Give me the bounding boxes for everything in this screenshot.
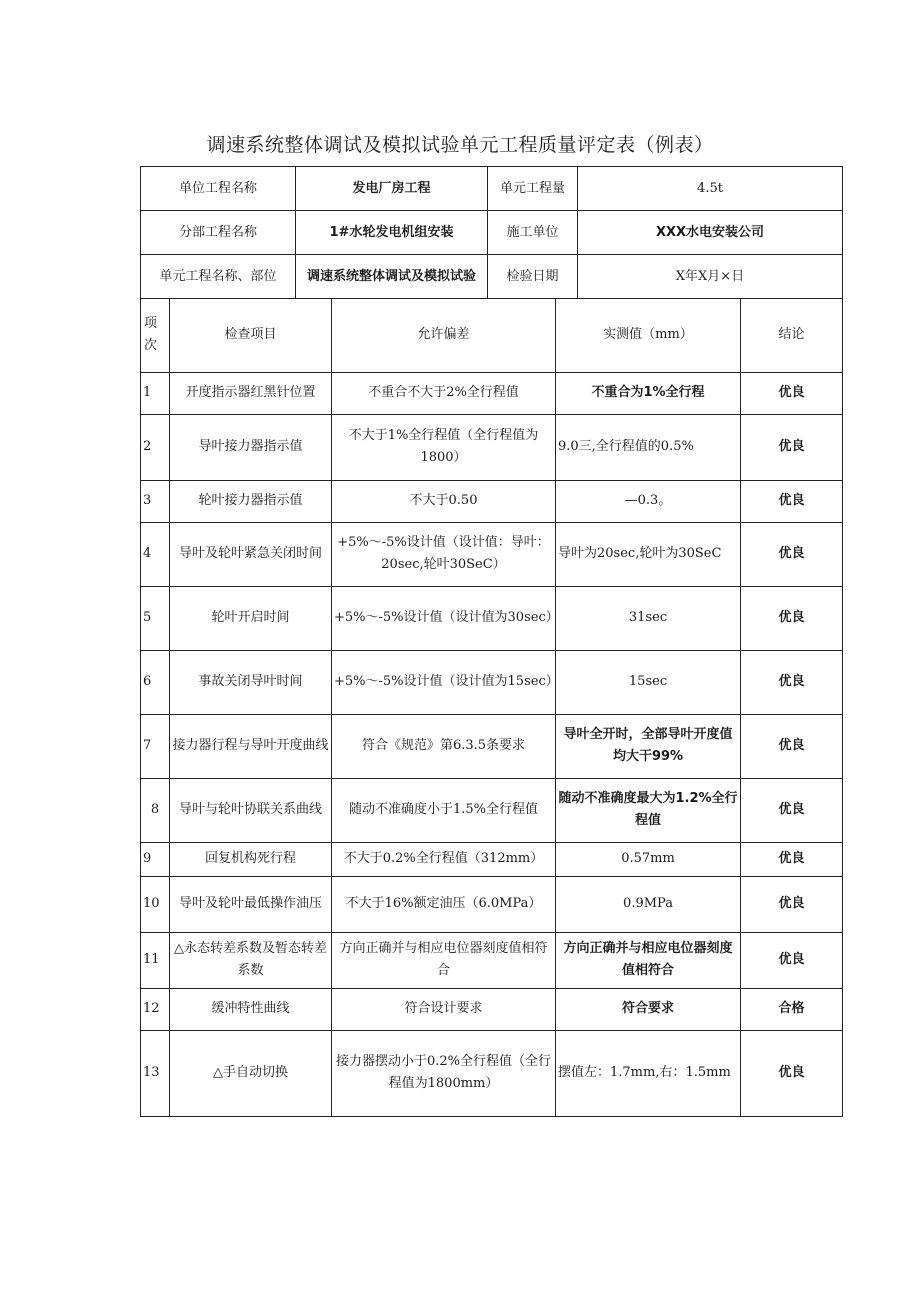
row-result: 优良	[741, 522, 843, 586]
row-allow: 不大于0.2%全行程值（312mm）	[332, 842, 556, 876]
column-header-row	[141, 298, 843, 372]
row-allow: 不大于0.50	[332, 480, 556, 522]
row-measured: 符合要求	[556, 988, 741, 1030]
row-no: 1	[141, 372, 170, 414]
row-result: 优良	[741, 586, 843, 650]
header-row	[141, 255, 843, 299]
table-row	[141, 932, 843, 988]
row-measured: 31sec	[556, 586, 741, 650]
row-result: 合格	[741, 988, 843, 1030]
row-measured: 9.0三,全行程值的0.5%	[556, 414, 741, 480]
row-no: 2	[141, 414, 170, 480]
row-item: 导叶接力器指示值	[170, 414, 332, 480]
row-measured: 导叶全开时，全部导叶开度值均大干99%	[556, 714, 741, 778]
col-header-no: 项次	[141, 298, 170, 372]
header-label: 分部工程名称	[141, 211, 296, 255]
row-item: 接力器行程与导叶开度曲线	[170, 714, 332, 778]
row-allow: 不大于1%全行程值（全行程值为1800）	[332, 414, 556, 480]
row-no: 9	[141, 842, 170, 876]
inspection-table	[140, 298, 843, 1117]
row-measured: 0.9MPa	[556, 876, 741, 932]
row-allow: +5%～-5%设计值（设计值为30sec）	[332, 586, 556, 650]
row-measured: —0.3。	[556, 480, 741, 522]
row-item: 缓冲特性曲线	[170, 988, 332, 1030]
row-item: 回复机构死行程	[170, 842, 332, 876]
header-label: 单元工程量	[488, 167, 578, 211]
table-row	[141, 522, 843, 586]
header-row	[141, 167, 843, 211]
row-allow: +5%～-5%设计值（设计值为15sec）	[332, 650, 556, 714]
row-result: 优良	[741, 842, 843, 876]
header-label: 检验日期	[488, 255, 578, 299]
row-measured: 15sec	[556, 650, 741, 714]
table-row	[141, 778, 843, 842]
row-allow: 接力器摆动小于0.2%全行程值（全行程值为1800mm）	[332, 1030, 556, 1116]
header-value: 4.5t	[578, 167, 843, 211]
row-result: 优良	[741, 876, 843, 932]
row-item: △永态转差系数及暂态转差系数	[170, 932, 332, 988]
header-label: 施工单位	[488, 211, 578, 255]
header-value: 1#水轮发电机组安装	[296, 211, 488, 255]
row-item: 导叶与轮叶协联关系曲线	[170, 778, 332, 842]
row-allow: 不重合不大于2%全行程值	[332, 372, 556, 414]
table-row	[141, 480, 843, 522]
table-row	[141, 876, 843, 932]
row-result: 优良	[741, 932, 843, 988]
header-value: X年X月×日	[578, 255, 843, 299]
row-allow: 符合《规范》第6.3.5条要求	[332, 714, 556, 778]
row-allow: 不大于16%额定油压（6.0MPa）	[332, 876, 556, 932]
table-row	[141, 714, 843, 778]
row-allow: +5%～-5%设计值（设计值：导叶：20sec,轮叶30SeC）	[332, 522, 556, 586]
table-row	[141, 988, 843, 1030]
table-row	[141, 842, 843, 876]
col-header-result: 结论	[741, 298, 843, 372]
row-no: 13	[141, 1030, 170, 1116]
row-no: 11	[141, 932, 170, 988]
row-no: 3	[141, 480, 170, 522]
header-table	[140, 166, 843, 299]
page-title: 调速系统整体调试及模拟试验单元工程质量评定表（例表）	[206, 134, 714, 156]
row-item: 轮叶接力器指示值	[170, 480, 332, 522]
row-no: 5	[141, 586, 170, 650]
row-result: 优良	[741, 650, 843, 714]
row-item: 导叶及轮叶紧急关闭时间	[170, 522, 332, 586]
row-result: 优良	[741, 1030, 843, 1116]
row-result: 优良	[741, 778, 843, 842]
col-header-allow: 允许偏差	[332, 298, 556, 372]
header-value: 调速系统整体调试及模拟试验	[296, 255, 488, 299]
header-row	[141, 211, 843, 255]
row-allow: 随动不准确度小于1.5%全行程值	[332, 778, 556, 842]
row-allow: 符合设计要求	[332, 988, 556, 1030]
table-row	[141, 1030, 843, 1116]
header-value: 发电厂房工程	[296, 167, 488, 211]
header-label: 单位工程名称	[141, 167, 296, 211]
table-row	[141, 372, 843, 414]
col-header-item: 检查项目	[170, 298, 332, 372]
table-row	[141, 586, 843, 650]
header-value: XXX水电安装公司	[578, 211, 843, 255]
row-no: 8	[141, 778, 170, 842]
row-result: 优良	[741, 414, 843, 480]
row-measured: 随动不准确度最大为1.2%全行程值	[556, 778, 741, 842]
row-no: 7	[141, 714, 170, 778]
row-result: 优良	[741, 480, 843, 522]
row-no: 10	[141, 876, 170, 932]
row-result: 优良	[741, 714, 843, 778]
row-measured: 0.57mm	[556, 842, 741, 876]
row-no: 12	[141, 988, 170, 1030]
row-no: 4	[141, 522, 170, 586]
row-item: △手自动切换	[170, 1030, 332, 1116]
table-row	[141, 414, 843, 480]
row-measured: 导叶为20sec,轮叶为30SeC	[556, 522, 741, 586]
row-allow: 方向正确并与相应电位器刻度值相符合	[332, 932, 556, 988]
row-measured: 方向正确并与相应电位器刻度值相符合	[556, 932, 741, 988]
row-measured: 不重合为1%全行程	[556, 372, 741, 414]
row-result: 优良	[741, 372, 843, 414]
row-item: 事故关闭导叶时间	[170, 650, 332, 714]
row-item: 轮叶开启时间	[170, 586, 332, 650]
row-item: 导叶及轮叶最低操作油压	[170, 876, 332, 932]
row-item: 开度指示器红黑针位置	[170, 372, 332, 414]
row-no: 6	[141, 650, 170, 714]
table-row	[141, 650, 843, 714]
header-label: 单元工程名称、部位	[141, 255, 296, 299]
col-header-measured: 实测值（mm）	[556, 298, 741, 372]
row-measured: 摆值左：1.7mm,右：1.5mm	[556, 1030, 741, 1116]
